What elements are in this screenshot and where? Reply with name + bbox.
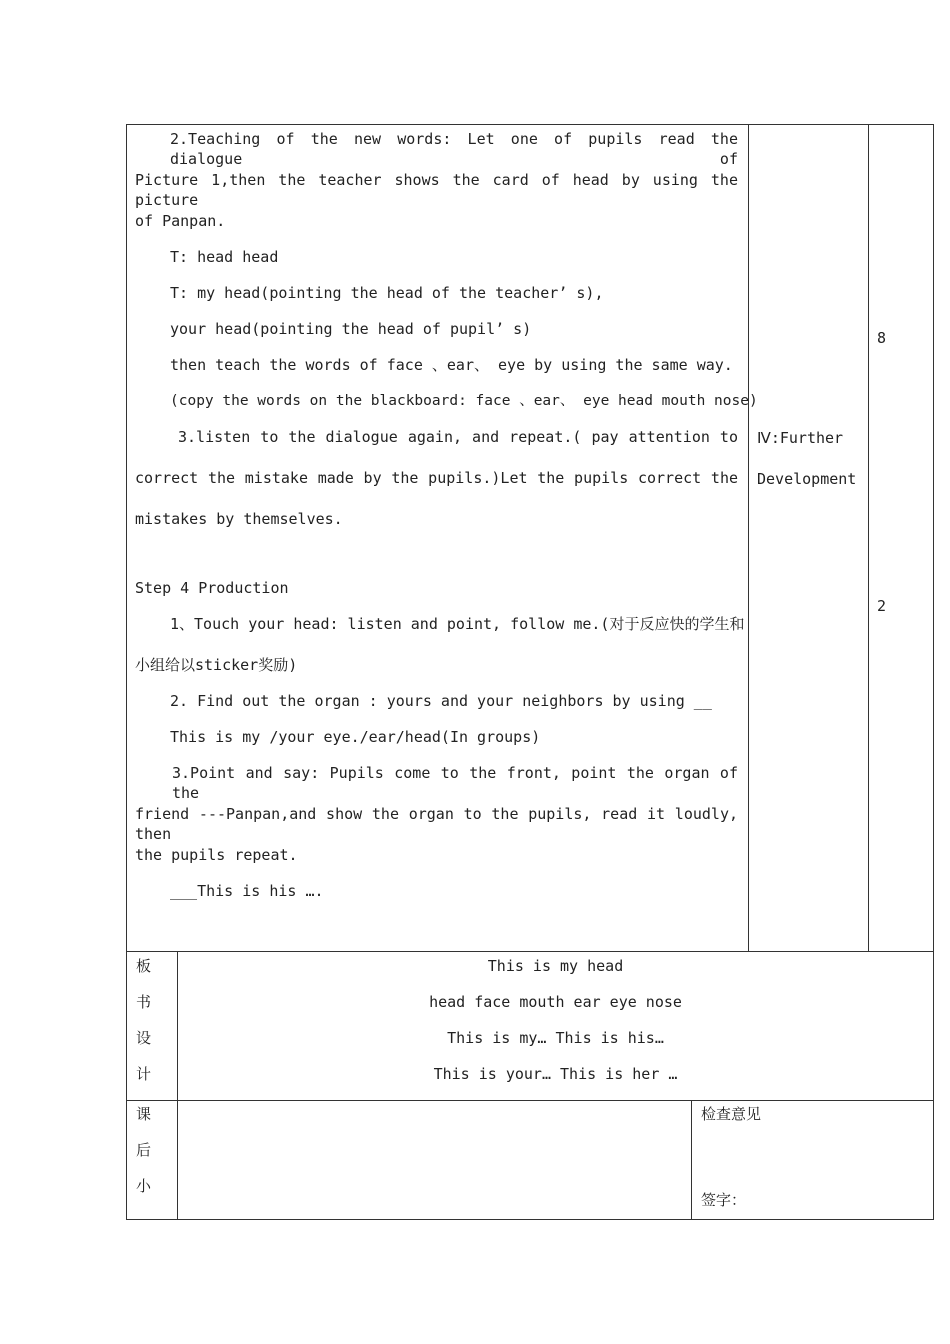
procedure-line-7: then teach the words of face 、ear、 eye by using the same way. bbox=[170, 356, 733, 374]
check-opinion-label: 检查意见 bbox=[701, 1105, 762, 1123]
reflection-content-cell bbox=[177, 1100, 692, 1220]
procedure-line-16: This is my /your eye./ear/head(In groups) bbox=[170, 728, 541, 746]
procedure-line-14: 小组给以sticker奖励) bbox=[135, 656, 298, 674]
procedure-line-4: T: head head bbox=[170, 248, 279, 266]
procedure-line-3: of Panpan. bbox=[135, 212, 226, 230]
reflection-label-char-2: 后 bbox=[136, 1141, 152, 1159]
procedure-line-8: (copy the words on the blackboard: face 、ear、 eye head mouth nose) bbox=[170, 393, 758, 409]
time-value-2: 2 bbox=[877, 597, 887, 615]
procedure-line-11: mistakes by themselves. bbox=[135, 510, 343, 528]
procedure-line-18: friend ---Panpan,and show the organ to the pupils, read it loudly, then bbox=[135, 805, 738, 843]
signature-label: 签字： bbox=[701, 1191, 747, 1209]
reflection-label-char-1: 课 bbox=[136, 1105, 152, 1123]
procedure-line-17: 3.Point and say: Pupils come to the front, point the organ of the bbox=[172, 764, 738, 802]
procedure-line-1: 2.Teaching of the new words: Let one of pupils read the dialogue of bbox=[170, 130, 738, 168]
time-cell bbox=[868, 124, 934, 952]
procedure-line-6: your head(pointing the head of pupil’ s) bbox=[170, 320, 532, 338]
board-line-3: This is my… This is his… bbox=[447, 1029, 664, 1047]
reflection-label-char-3: 小 bbox=[136, 1177, 152, 1195]
stage-cell bbox=[748, 124, 869, 952]
procedure-line-15: 2. Find out the organ : yours and your neighbors by using __ bbox=[170, 692, 712, 710]
board-label-char-1: 板 bbox=[136, 957, 152, 975]
step4-heading: Step 4 Production bbox=[135, 579, 289, 597]
procedure-line-5: T: my head(pointing the head of the teacher’ s), bbox=[170, 284, 604, 302]
board-label-char-4: 计 bbox=[136, 1065, 152, 1083]
stage-label-1: Ⅳ:Further bbox=[757, 429, 844, 447]
procedure-line-13: 1、Touch your head: listen and point, follow me.(对于反应快的学生和 bbox=[170, 615, 745, 633]
board-line-1: This is my head bbox=[487, 957, 624, 975]
procedure-line-19: the pupils repeat. bbox=[135, 846, 298, 864]
board-label-char-2: 书 bbox=[136, 993, 152, 1011]
board-label-char-3: 设 bbox=[136, 1029, 152, 1047]
stage-label-2: Development bbox=[757, 470, 857, 488]
procedure-line-2: Picture 1,then the teacher shows the card of head by using the picture bbox=[135, 171, 738, 209]
procedure-line-20: ___This is his …. bbox=[170, 882, 324, 900]
board-label-cell bbox=[126, 951, 178, 1101]
time-value-1: 8 bbox=[877, 329, 887, 347]
board-line-2: head face mouth ear eye nose bbox=[429, 993, 682, 1011]
procedure-line-9: 3.listen to the dialogue again, and repeat.( pay attention to bbox=[178, 428, 738, 446]
board-line-4: This is your… This is her … bbox=[433, 1065, 678, 1083]
reflection-label-cell bbox=[126, 1100, 178, 1220]
procedure-line-10: correct the mistake made by the pupils.)Let the pupils correct the bbox=[135, 469, 738, 487]
